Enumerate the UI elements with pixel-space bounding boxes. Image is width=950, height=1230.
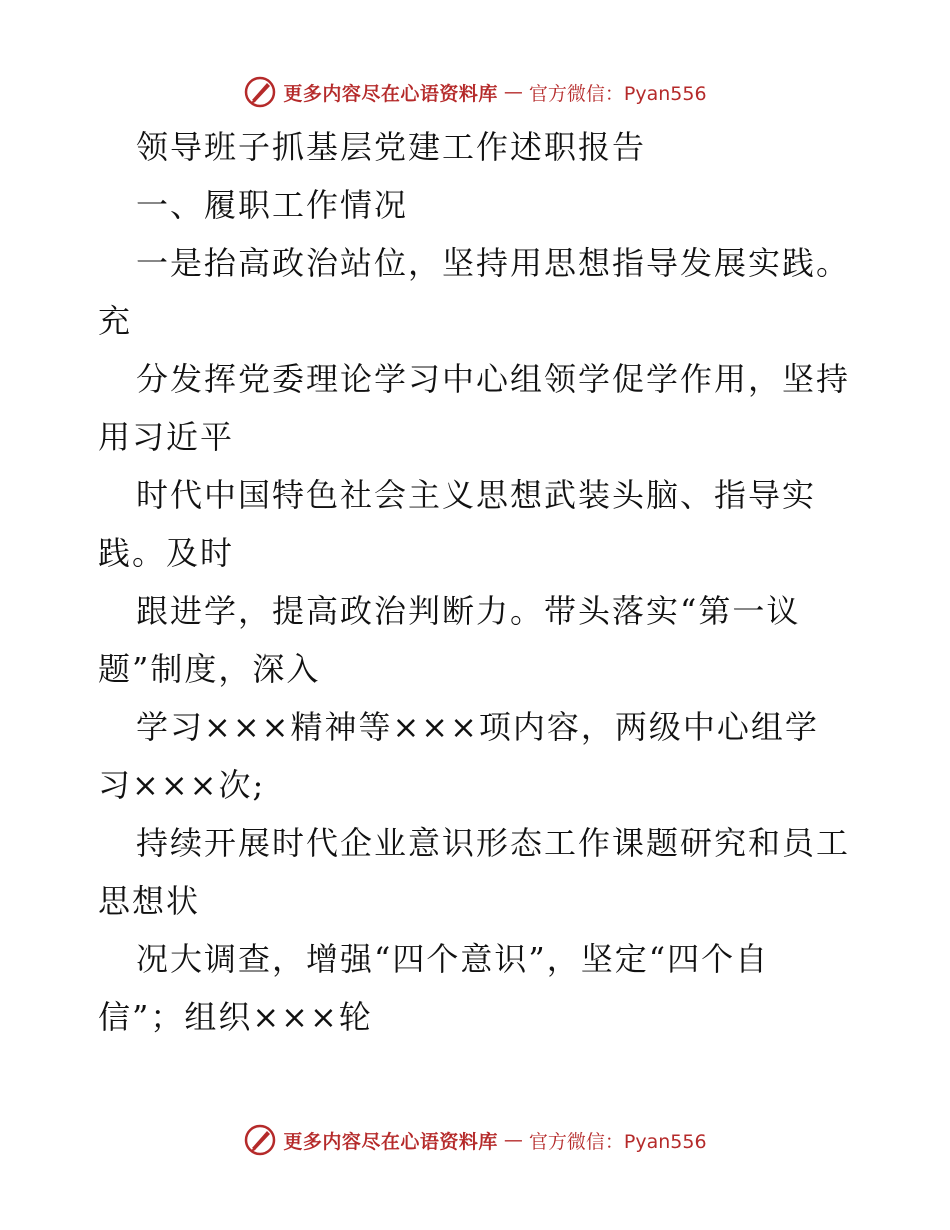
document-line: 一是抬高政治站位，坚持用思想指导发展实践。 [136, 244, 851, 282]
watermark-brand: 更多内容尽在心语资料库 [283, 1130, 498, 1153]
document-line: 时代中国特色社会主义思想武装头脑、指导实 [136, 476, 817, 514]
watermark-separator: — [503, 1129, 523, 1151]
document-line: 践。及时 [98, 534, 235, 572]
document-line: 信”；组织×××轮 [98, 998, 373, 1036]
document-body [98, 118, 858, 1046]
document-line: 充 [98, 302, 133, 340]
watermark-separator: — [503, 81, 523, 103]
quill-logo-icon [243, 1123, 277, 1157]
document-line: 习×××次; [98, 766, 266, 804]
document-line: 分发挥党委理论学习中心组领学促学作用，坚持 [136, 360, 851, 398]
document-line: 况大调查，增强“四个意识”，坚定“四个自 [136, 940, 770, 978]
document-line: 题”制度，深入 [98, 650, 321, 688]
document-line: 思想状 [98, 882, 201, 920]
document-line: 一、履职工作情况 [136, 186, 409, 224]
document-line: 用习近平 [98, 418, 235, 456]
watermark-header [0, 72, 950, 112]
document-line: 领导班子抓基层党建工作述职报告 [136, 128, 647, 166]
document-line: 持续开展时代企业意识形态工作课题研究和员工 [136, 824, 851, 862]
watermark-footer [0, 1120, 950, 1160]
watermark-suffix: 官方微信：Pyan556 [528, 82, 707, 105]
watermark-brand: 更多内容尽在心语资料库 [283, 82, 498, 105]
quill-logo-icon [243, 75, 277, 109]
document-line: 学习×××精神等×××项内容，两级中心组学 [136, 708, 819, 746]
watermark-suffix: 官方微信：Pyan556 [528, 1130, 707, 1153]
document-line: 跟进学，提高政治判断力。带头落实“第一议 [136, 592, 801, 630]
